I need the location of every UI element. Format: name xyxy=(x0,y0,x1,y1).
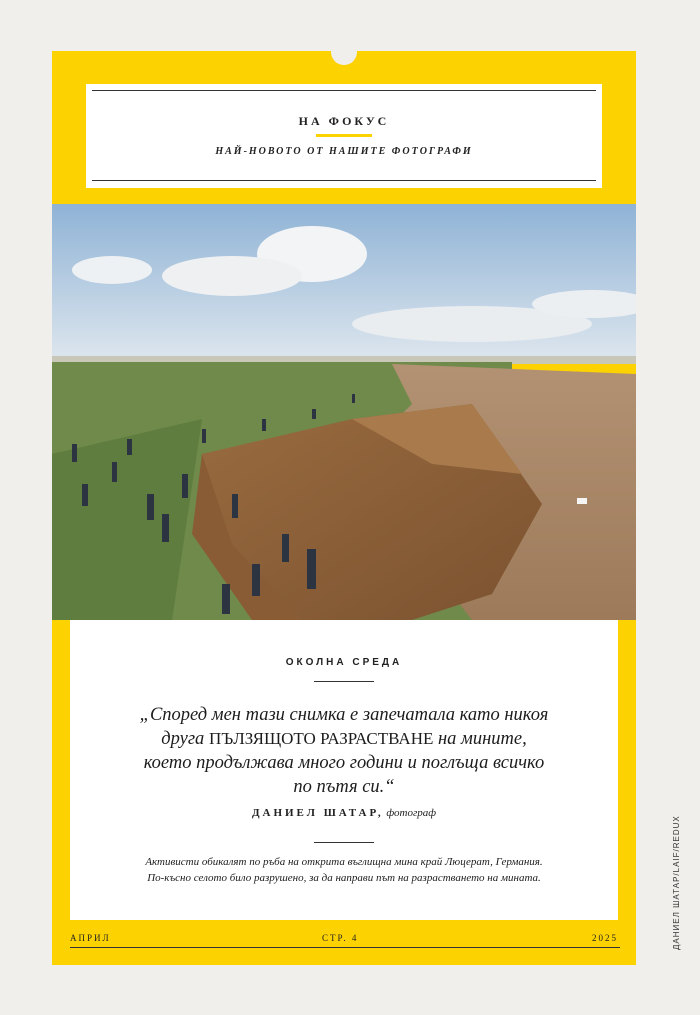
quote-text: което продължава много години и xyxy=(143,753,422,773)
section-rule xyxy=(314,681,374,682)
quote-text: на мините, xyxy=(433,729,527,749)
quote-line-2 xyxy=(110,727,578,751)
section-subkicker: НАЙ-НОВОТО ОТ НАШИТЕ ФОТОГРАФИ xyxy=(215,146,473,157)
author-role: фотограф xyxy=(386,807,437,819)
footer-year: 2025 xyxy=(592,933,618,943)
footer-page: СТР. 4 xyxy=(322,933,359,943)
quote-emphasis: поглъща xyxy=(421,753,489,773)
quote-line-3 xyxy=(110,751,578,775)
footer-month: АПРИЛ xyxy=(70,933,111,943)
quote-line-1: „Според мен тази снимка е запечатала като никоя xyxy=(139,705,549,725)
section-kicker: НА ФОКУС xyxy=(298,114,390,128)
quote-line-4: по пътя си.“ xyxy=(293,777,395,797)
footer-rule xyxy=(70,947,620,948)
author-name: ДАНИЕЛ ШАТАР, xyxy=(251,807,384,819)
caption-rule xyxy=(314,842,374,843)
quote-attribution xyxy=(70,807,618,819)
photo-caption xyxy=(110,854,578,886)
quote-text: всичко xyxy=(488,753,545,773)
photo-credit: ДАНИЕЛ ШАТАР/LAIF/REDUX xyxy=(672,815,681,950)
quote-text: друга xyxy=(161,729,209,749)
caption-line-1: Активисти обикалят по ръба на открита въглищна мина край Люцерат, Германия. xyxy=(145,856,543,868)
pull-quote xyxy=(110,703,578,799)
section-label: ОКОЛНА СРЕДА xyxy=(285,657,403,668)
feature-photo xyxy=(52,204,636,620)
kicker-accent-bar xyxy=(316,134,372,137)
caption-line-2: По-късно селото било разрушено, за да направи път на разрастването на мината. xyxy=(147,872,541,884)
header-bottom-rule xyxy=(92,180,596,181)
quote-caps: ПЪЛЗЯЩОТО РАЗРАСТВАНЕ xyxy=(208,729,434,748)
header-top-rule xyxy=(92,90,596,91)
